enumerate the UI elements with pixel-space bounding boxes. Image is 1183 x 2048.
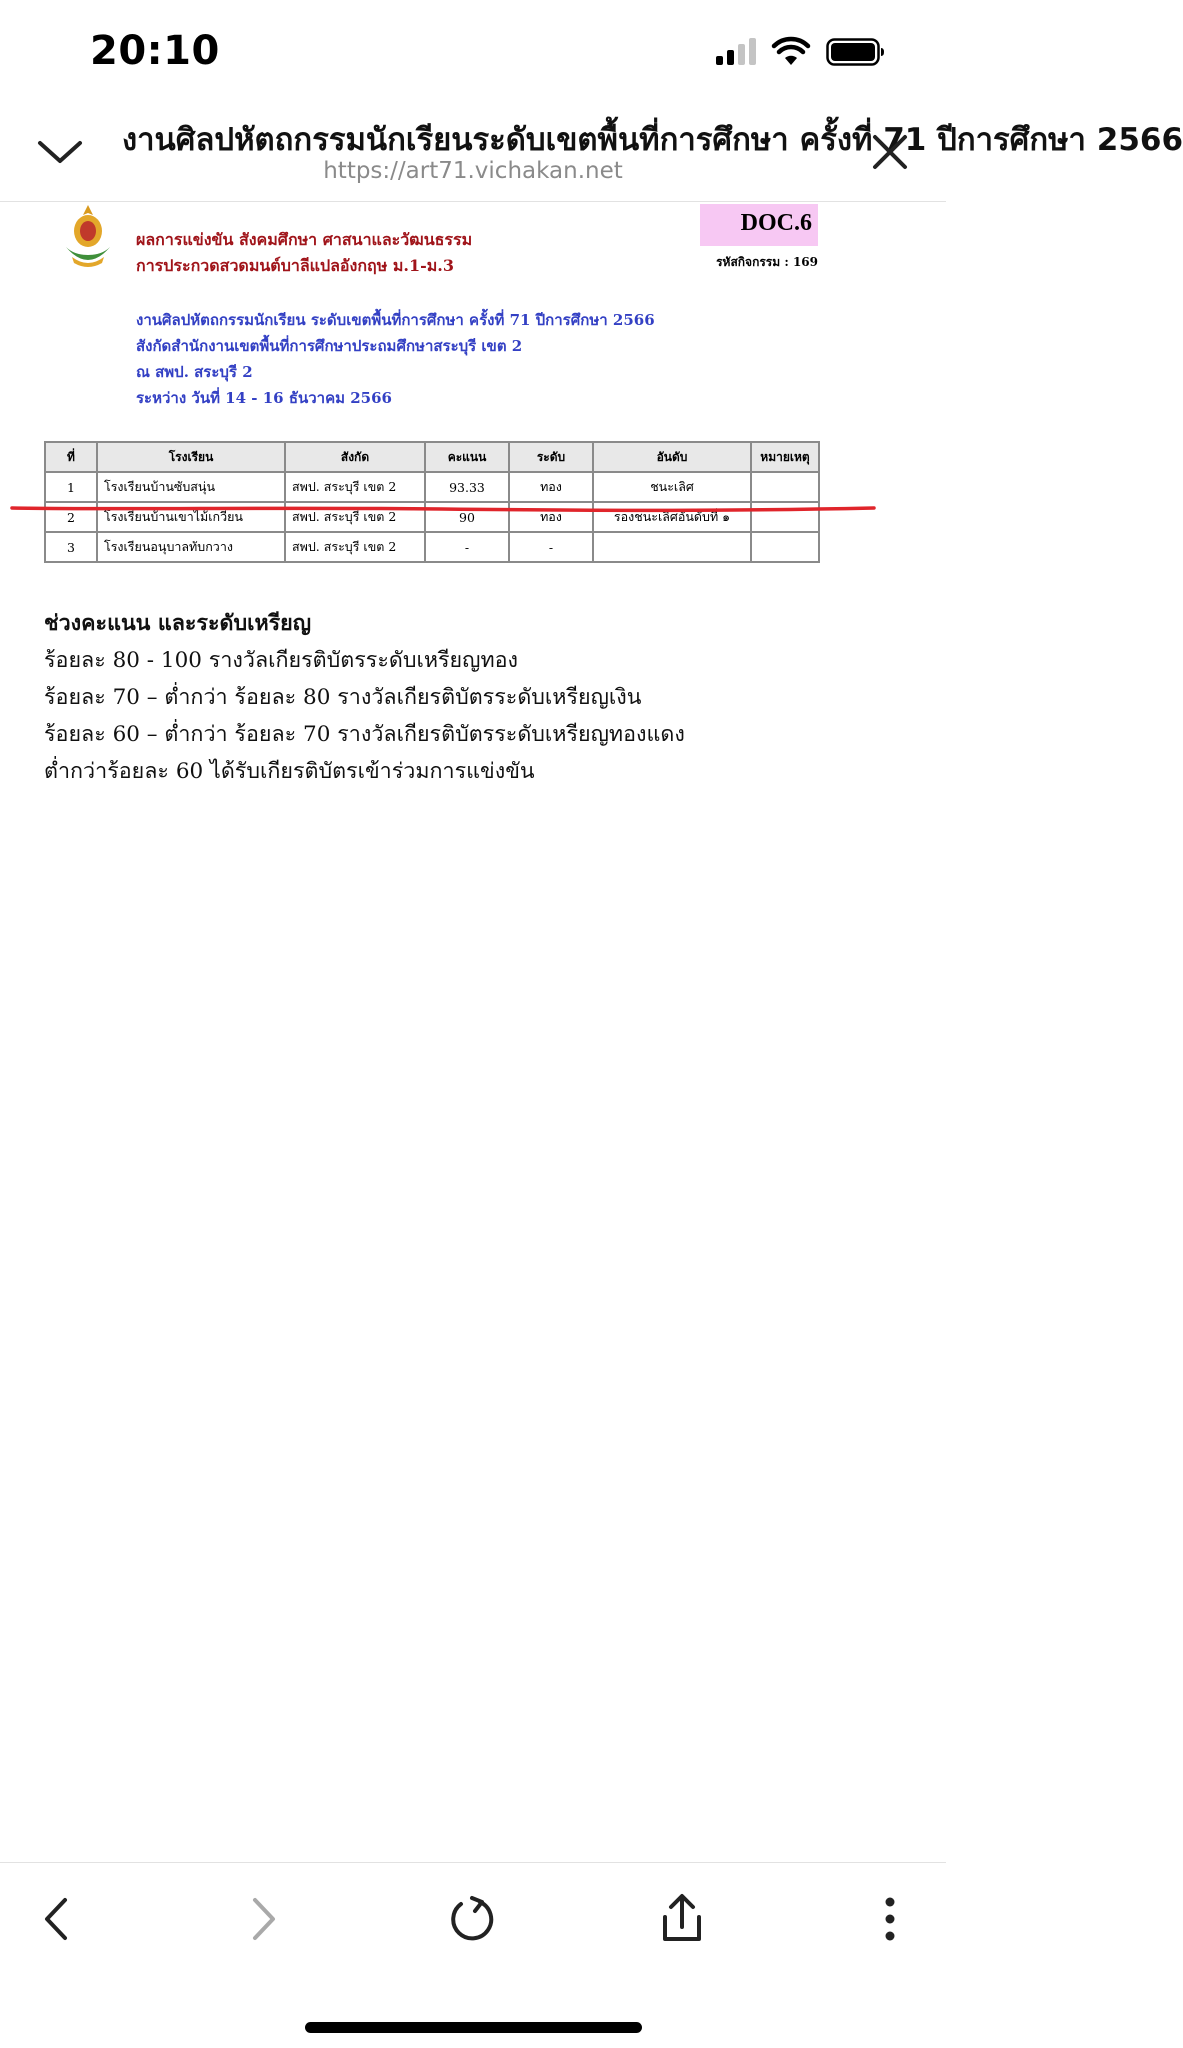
share-button[interactable]	[650, 1887, 714, 1951]
header-school: โรงเรียน	[97, 442, 285, 472]
status-bar	[0, 0, 946, 100]
cell-rank: รองชนะเลิศอันดับที่ ๑	[593, 502, 751, 532]
status-icons	[716, 38, 886, 66]
grading-section	[44, 605, 685, 790]
cell-school: โรงเรียนบ้านเขาไม้เกวียน	[97, 502, 285, 532]
back-icon	[39, 1896, 73, 1942]
cell-affiliation: สพป. สระบุรี เขต 2	[285, 502, 425, 532]
cell-no: 2	[45, 502, 97, 532]
cell-no: 1	[45, 472, 97, 502]
table-row	[45, 472, 819, 502]
header-remark: หมายเหตุ	[751, 442, 819, 472]
more-icon	[884, 1896, 896, 1942]
red-annotation-line	[12, 504, 874, 514]
grading-line: ร้อยละ 70 – ต่ำกว่า ร้อยละ 80 รางวัลเกียรติบัตรระดับเหรียญเงิน	[44, 685, 642, 710]
header-score: คะแนน	[425, 442, 509, 472]
cell-level: ทอง	[509, 472, 593, 502]
info-line: ณ สพป. สระบุรี 2	[136, 363, 253, 381]
header-level: ระดับ	[509, 442, 593, 472]
table-header-row	[45, 442, 819, 472]
heading-line: ผลการแข่งขัน สังคมศึกษา ศาสนาและวัฒนธรรม	[136, 230, 473, 249]
cell-remark	[751, 472, 819, 502]
home-indicator[interactable]	[305, 2022, 642, 2033]
results-table	[44, 441, 820, 563]
header-affiliation: สังกัด	[285, 442, 425, 472]
wifi-icon	[772, 38, 810, 66]
grading-line: ร้อยละ 80 - 100 รางวัลเกียรติบัตรระดับเหรียญทอง	[44, 648, 519, 673]
back-button[interactable]	[24, 1887, 88, 1951]
page-url: https://art71.vichakan.net	[323, 158, 623, 184]
cell-no: 3	[45, 532, 97, 562]
cellular-signal-icon	[716, 39, 756, 65]
grading-line: ต่ำกว่าร้อยละ 60 ได้รับเกียรติบัตรเข้าร่วมการแข่งขัน	[44, 759, 535, 784]
cell-score: 93.33	[425, 472, 509, 502]
bottom-toolbar	[0, 1862, 946, 2048]
header-rank: อันดับ	[593, 442, 751, 472]
more-button[interactable]	[858, 1887, 922, 1951]
close-icon	[871, 133, 909, 171]
table-row	[45, 532, 819, 562]
forward-icon	[247, 1896, 281, 1942]
cell-rank	[593, 532, 751, 562]
document-heading	[136, 227, 472, 279]
cell-affiliation: สพป. สระบุรี เขต 2	[285, 532, 425, 562]
cell-rank: ชนะเลิศ	[593, 472, 751, 502]
header-no: ที่	[45, 442, 97, 472]
cell-level: ทอง	[509, 502, 593, 532]
cell-school: โรงเรียนอนุบาลทับกวาง	[97, 532, 285, 562]
doc-badge: DOC.6	[700, 204, 818, 246]
reload-icon	[448, 1894, 498, 1944]
info-line: ระหว่าง วันที่ 14 - 16 ธันวาคม 2566	[136, 389, 392, 407]
heading-line: การประกวดสวดมนต์บาลีแปลอังกฤษ ม.1-ม.3	[136, 256, 454, 275]
document-info	[136, 307, 655, 411]
cell-score: 90	[425, 502, 509, 532]
share-icon	[659, 1893, 705, 1945]
status-time: 20:10	[90, 28, 220, 74]
grading-title: ช่วงคะแนน และระดับเหรียญ	[44, 611, 312, 636]
close-button[interactable]	[862, 124, 918, 180]
cell-school: โรงเรียนบ้านซับสนุ่น	[97, 472, 285, 502]
cell-affiliation: สพป. สระบุรี เขต 2	[285, 472, 425, 502]
obec-logo-icon	[58, 203, 118, 275]
browser-header	[0, 100, 1183, 202]
forward-button[interactable]	[232, 1887, 296, 1951]
cell-score: -	[425, 532, 509, 562]
cell-remark	[751, 532, 819, 562]
info-line: งานศิลปหัตถกรรมนักเรียน ระดับเขตพื้นที่การศึกษา ครั้งที่ 71 ปีการศึกษา 2566	[136, 311, 655, 329]
battery-icon	[826, 38, 886, 66]
info-line: สังกัดสำนักงานเขตพื้นที่การศึกษาประถมศึกษาสระบุรี เขต 2	[136, 337, 523, 355]
reload-button[interactable]	[441, 1887, 505, 1951]
activity-code: รหัสกิจกรรม : 169	[716, 255, 818, 269]
page-title: งานศิลปหัตถกรรมนักเรียนระดับเขตพื้นที่การศึกษา ครั้งที่ 71 ปีการศึกษา 2566	[122, 122, 1183, 158]
grading-line: ร้อยละ 60 – ต่ำกว่า ร้อยละ 70 รางวัลเกียรติบัตรระดับเหรียญทองแดง	[44, 722, 685, 747]
cell-level: -	[509, 532, 593, 562]
